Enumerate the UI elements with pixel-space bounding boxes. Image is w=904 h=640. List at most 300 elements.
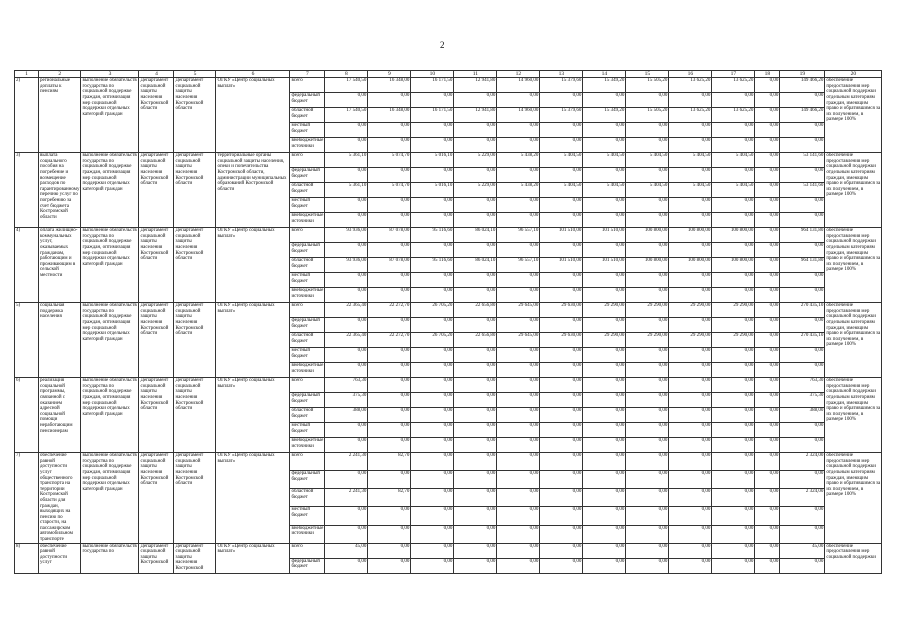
funding-value: 0,00 (755, 453, 780, 471)
funding-value: 0,00 (411, 243, 454, 258)
funding-value: 0,00 (497, 423, 540, 438)
funding-value: 5 404,50 (540, 153, 583, 168)
measure-name: выплата социального пособия на погребение и возмещение расходов по гарантированному перечню услуг по погребению за счет бюджета Костромской области (39, 153, 81, 228)
funding-value: 0,00 (780, 243, 825, 258)
funding-value: 0,00 (626, 198, 669, 213)
funding-value: 15 505,20 (626, 78, 669, 93)
funding-value: 0,00 (325, 348, 368, 363)
funding-value: 0,00 (712, 348, 755, 363)
funding-value: 0,00 (755, 333, 780, 348)
funding-value: 0,00 (368, 273, 411, 288)
funding-value: 0,00 (411, 489, 454, 507)
funding-value: 29 645,00 (497, 333, 540, 348)
funding-value: 0,00 (626, 123, 669, 138)
funding-value: 0,00 (669, 471, 712, 489)
funding-value: 0,00 (583, 123, 626, 138)
funding-value: 0,00 (626, 438, 669, 453)
funding-value: 388,00 (325, 408, 368, 423)
funding-value: 0,00 (626, 525, 669, 543)
funding-value: 388,00 (780, 408, 825, 423)
funding-value: 0,00 (755, 558, 780, 573)
funding-value: 5 074,70 (368, 153, 411, 168)
funding-source: внебюджетные источники (290, 213, 325, 228)
funding-value: 0,00 (540, 525, 583, 543)
funding-value: 0,00 (755, 525, 780, 543)
column-number-header: 3 (81, 71, 139, 78)
funding-value: 0,00 (411, 378, 454, 393)
funding-value: 0,00 (497, 123, 540, 138)
funding-value: 0,00 (626, 273, 669, 288)
column-number-header: 17 (712, 71, 755, 78)
column-number-header: 20 (825, 71, 882, 78)
funding-value: 0,00 (411, 198, 454, 213)
funding-value: 0,00 (583, 348, 626, 363)
funding-value: 82,70 (368, 453, 411, 471)
funding-value: 0,00 (712, 438, 755, 453)
funding-value: 0,00 (669, 123, 712, 138)
funding-value: 29 290,00 (712, 303, 755, 318)
responsible-executor: Департамент социальной защиты населения Костромской области (139, 378, 174, 453)
funding-source: внебюджетные источники (290, 438, 325, 453)
responsible-executor: Департамент социальной защиты населения Костромской области (139, 453, 174, 544)
co-executor: Департамент социальной защиты населения Костромской (174, 543, 216, 573)
measure-name: оплата жилищно-коммунальных услуг, оказываемых гражданам, работающим и проживающим в сельской местности (39, 228, 81, 303)
funding-source: областной бюджет (290, 183, 325, 198)
funding-value: 0,00 (626, 243, 669, 258)
funding-value: 0,00 (325, 525, 368, 543)
funding-value: 0,00 (454, 123, 497, 138)
row-number: 2) (15, 78, 39, 153)
funding-value: 5 404,50 (540, 183, 583, 198)
funding-value: 0,00 (755, 273, 780, 288)
funding-value: 0,00 (669, 408, 712, 423)
responsible-executor: Департамент социальной защиты населения Костромской области (139, 228, 174, 303)
funding-source: местный бюджет (290, 423, 325, 438)
funding-value: 82,70 (368, 489, 411, 507)
column-number-header: 1 (15, 71, 39, 78)
funding-value: 100 800,00 (626, 258, 669, 273)
funding-value: 0,00 (583, 363, 626, 378)
funding-source: всего (290, 303, 325, 318)
funding-value: 375,30 (325, 393, 368, 408)
funding-value: 0,00 (626, 453, 669, 471)
funding-source: областной бюджет (290, 258, 325, 273)
funding-value: 0,00 (626, 93, 669, 108)
funding-source: всего (290, 228, 325, 243)
funding-value: 53 141,60 (780, 153, 825, 168)
funding-value: 0,00 (497, 168, 540, 183)
funding-value: 5 361,10 (325, 153, 368, 168)
funding-value: 0,00 (497, 363, 540, 378)
funding-value: 45,00 (325, 543, 368, 558)
funding-value: 0,00 (411, 543, 454, 558)
column-number-header: 16 (669, 71, 712, 78)
funding-value: 0,00 (497, 378, 540, 393)
funding-value: 0,00 (755, 363, 780, 378)
funding-source: федеральный бюджет (290, 471, 325, 489)
funding-value: 0,00 (368, 318, 411, 333)
funding-value: 22 365,40 (325, 303, 368, 318)
funding-value: 0,00 (454, 213, 497, 228)
co-executor: Департамент социальной защиты населения Костромской области (174, 378, 216, 453)
funding-value: 0,00 (755, 183, 780, 198)
funding-value: 0,00 (454, 243, 497, 258)
funding-value: 270 435,10 (780, 303, 825, 318)
funding-value: 0,00 (411, 507, 454, 525)
funding-value: 5 016,10 (411, 153, 454, 168)
funding-value: 0,00 (626, 213, 669, 228)
funding-value: 0,00 (411, 471, 454, 489)
funding-value: 0,00 (411, 123, 454, 138)
measure-task: выполнение обязательств государства по (81, 543, 139, 573)
funding-value: 22 656,80 (454, 333, 497, 348)
funding-value: 0,00 (454, 138, 497, 153)
measure-name: обеспечение равной доступности услуг общественного транспорта на территории Костромской области для граждан, выходящих на пенсию по старости, на пассажирском автомобильном транспорте (39, 453, 81, 544)
funding-value: 0,00 (497, 393, 540, 408)
responsible-executor: Департамент социальной защиты Костромской (139, 543, 174, 573)
funding-value: 2 241,30 (325, 453, 368, 471)
funding-value: 0,00 (454, 168, 497, 183)
funding-value: 0,00 (626, 543, 669, 558)
funding-value: 0,00 (780, 423, 825, 438)
funding-value: 29 290,00 (626, 333, 669, 348)
funding-value: 0,00 (540, 489, 583, 507)
funding-value: 0,00 (454, 423, 497, 438)
funding-value: 0,00 (755, 153, 780, 168)
funding-value: 0,00 (368, 123, 411, 138)
funding-value: 0,00 (755, 228, 780, 243)
funding-value: 0,00 (325, 273, 368, 288)
funding-value: 0,00 (454, 438, 497, 453)
measure-task: выполнение обязательств государства по социальной поддержке граждан, оптимизация мер социальной поддержки отдельных категорий граждан (81, 303, 139, 378)
measure-name: региональные доплаты к пенсиям (39, 78, 81, 153)
funding-source: местный бюджет (290, 507, 325, 525)
row-number: 3) (15, 153, 39, 228)
funding-value: 149 466,20 (780, 78, 825, 93)
funding-source: внебюджетные источники (290, 525, 325, 543)
funding-value: 0,00 (755, 168, 780, 183)
funding-value: 0,00 (712, 453, 755, 471)
funding-value: 17 540,50 (325, 108, 368, 123)
funding-value: 0,00 (712, 525, 755, 543)
funding-value: 16 171,50 (411, 108, 454, 123)
funding-value: 29 645,00 (497, 303, 540, 318)
funding-value: 16 348,00 (368, 108, 411, 123)
funding-value: 15 379,60 (540, 78, 583, 93)
responsible-executor: Департамент социальной защиты населения Костромской области (139, 153, 174, 228)
funding-value: 0,00 (325, 288, 368, 303)
funding-value: 16 171,50 (411, 78, 454, 93)
funding-value: 0,00 (755, 318, 780, 333)
funding-value: 0,00 (626, 558, 669, 573)
funding-value: 93 936,00 (325, 258, 368, 273)
expected-result: обеспечение предоставления мер социальной поддержки отдельным категориям граждан, имеющим право и обратившимся за их получением, в размере 100% (825, 228, 882, 303)
funding-value: 0,00 (411, 348, 454, 363)
funding-value: 101 510,00 (540, 228, 583, 243)
funding-value: 0,00 (755, 108, 780, 123)
funding-value: 0,00 (626, 507, 669, 525)
funding-value: 0,00 (325, 363, 368, 378)
funding-value: 0,00 (780, 348, 825, 363)
funding-value: 0,00 (755, 213, 780, 228)
funding-value: 0,00 (712, 198, 755, 213)
funding-value: 29 630,00 (540, 333, 583, 348)
funding-value: 0,00 (368, 525, 411, 543)
funding-value: 0,00 (368, 363, 411, 378)
funding-value: 15 349,20 (583, 108, 626, 123)
funding-value: 0,00 (454, 507, 497, 525)
funding-value: 5 404,50 (583, 153, 626, 168)
funding-value: 0,00 (626, 423, 669, 438)
funding-value: 0,00 (780, 471, 825, 489)
funding-value: 0,00 (583, 138, 626, 153)
column-number-header: 5 (174, 71, 216, 78)
funding-value: 0,00 (583, 423, 626, 438)
funding-value: 5 404,50 (712, 153, 755, 168)
funding-value: 45,00 (780, 543, 825, 558)
funding-value: 0,00 (497, 243, 540, 258)
funding-value: 0,00 (755, 288, 780, 303)
row-number: 6) (15, 378, 39, 453)
funding-value: 101 510,00 (583, 258, 626, 273)
co-executor: Департамент социальной защиты населения Костромской области (174, 78, 216, 153)
funding-value: 0,00 (712, 378, 755, 393)
funding-source: местный бюджет (290, 348, 325, 363)
executor-org: ОГКУ «Центр социальных выплат» (216, 453, 290, 544)
funding-value: 100 800,00 (669, 228, 712, 243)
funding-source: федеральный бюджет (290, 318, 325, 333)
funding-value: 0,00 (368, 393, 411, 408)
funding-source: областной бюджет (290, 108, 325, 123)
funding-value: 0,00 (454, 273, 497, 288)
funding-value: 0,00 (325, 438, 368, 453)
funding-value: 0,00 (583, 213, 626, 228)
funding-value: 0,00 (583, 243, 626, 258)
funding-value: 22 272,70 (368, 303, 411, 318)
funding-source: всего (290, 453, 325, 471)
column-number-header: 4 (139, 71, 174, 78)
funding-value: 0,00 (583, 408, 626, 423)
funding-value: 0,00 (325, 168, 368, 183)
funding-value: 0,00 (411, 93, 454, 108)
funding-value: 0,00 (780, 507, 825, 525)
funding-value: 0,00 (583, 393, 626, 408)
funding-value: 0,00 (497, 525, 540, 543)
funding-source: областной бюджет (290, 333, 325, 348)
funding-value: 0,00 (497, 213, 540, 228)
funding-value: 0,00 (583, 525, 626, 543)
funding-value: 0,00 (497, 348, 540, 363)
funding-source: местный бюджет (290, 273, 325, 288)
funding-value: 29 290,00 (669, 333, 712, 348)
funding-value: 0,00 (755, 438, 780, 453)
column-number-header: 14 (583, 71, 626, 78)
column-number-header: 6 (216, 71, 290, 78)
funding-value: 0,00 (325, 558, 368, 573)
funding-value: 93 936,00 (325, 228, 368, 243)
funding-value: 0,00 (712, 123, 755, 138)
measure-task: выполнение обязательств государства по социальной поддержке граждан, оптимизация мер социальной поддержки отдельных категорий граждан (81, 453, 139, 544)
funding-value: 0,00 (626, 168, 669, 183)
funding-value: 0,00 (755, 123, 780, 138)
funding-value: 0,00 (669, 198, 712, 213)
funding-value: 0,00 (669, 273, 712, 288)
funding-value: 0,00 (454, 348, 497, 363)
funding-value: 13 625,20 (669, 78, 712, 93)
responsible-executor: Департамент социальной защиты населения Костромской области (139, 78, 174, 153)
executor-org: ОГКУ «Центр социальных выплат» (216, 228, 290, 303)
funding-value: 0,00 (540, 123, 583, 138)
funding-value: 0,00 (368, 471, 411, 489)
funding-source: всего (290, 78, 325, 93)
column-number-header: 12 (497, 71, 540, 78)
funding-value: 5 404,50 (626, 183, 669, 198)
funding-value: 29 290,00 (669, 303, 712, 318)
funding-value: 5 016,10 (411, 183, 454, 198)
funding-value: 0,00 (583, 93, 626, 108)
funding-value: 12 941,80 (454, 108, 497, 123)
funding-value: 0,00 (755, 543, 780, 558)
funding-value: 0,00 (368, 348, 411, 363)
funding-value: 13 625,20 (669, 108, 712, 123)
funding-value: 0,00 (411, 525, 454, 543)
funding-source: федеральный бюджет (290, 558, 325, 573)
funding-value: 0,00 (755, 198, 780, 213)
funding-value: 5 404,50 (669, 153, 712, 168)
funding-value: 0,00 (411, 453, 454, 471)
funding-value: 0,00 (780, 273, 825, 288)
row-number: 8) (15, 543, 39, 573)
funding-value: 29 290,00 (712, 333, 755, 348)
funding-value: 0,00 (669, 543, 712, 558)
funding-value: 0,00 (368, 288, 411, 303)
funding-value: 15 379,60 (540, 108, 583, 123)
funding-value: 0,00 (540, 213, 583, 228)
column-number-header: 19 (780, 71, 825, 78)
funding-value: 5 229,00 (454, 183, 497, 198)
measure-task: выполнение обязательств государства по социальной поддержке граждан, оптимизация мер социальной поддержки отдельных категорий граждан (81, 153, 139, 228)
co-executor: Департамент социальной защиты населения Костромской области (174, 303, 216, 378)
funding-value: 0,00 (540, 453, 583, 471)
funding-value: 95 116,60 (411, 258, 454, 273)
funding-value: 0,00 (411, 138, 454, 153)
funding-value: 0,00 (454, 363, 497, 378)
funding-value: 0,00 (755, 408, 780, 423)
funding-value: 0,00 (626, 489, 669, 507)
funding-value: 100 800,00 (712, 258, 755, 273)
funding-value: 0,00 (540, 558, 583, 573)
funding-value: 0,00 (755, 507, 780, 525)
expected-result: обеспечение предоставления мер социальной поддержки отдельным категориям граждан, имеющим право и обратившимся за их получением, в размере 100% (825, 303, 882, 378)
funding-value: 0,00 (497, 543, 540, 558)
measure-task: выполнение обязательств государства по социальной поддержке граждан, оптимизация мер социальной поддержки отдельных категорий граждан (81, 378, 139, 453)
funding-value: 964 131,80 (780, 258, 825, 273)
funding-value: 0,00 (780, 288, 825, 303)
funding-value: 0,00 (669, 363, 712, 378)
column-number-header: 18 (755, 71, 780, 78)
funding-value: 0,00 (669, 489, 712, 507)
co-executor: Департамент социальной защиты населения Костромской области (174, 453, 216, 544)
expected-result: обеспечение предоставления мер социальной поддержки отдельным категориям граждан, имеющим право и обратившимся за их получением, в размере 100% (825, 453, 882, 544)
funding-value: 2 324,00 (780, 489, 825, 507)
funding-source: внебюджетные источники (290, 288, 325, 303)
funding-value: 0,00 (755, 243, 780, 258)
funding-value: 0,00 (712, 408, 755, 423)
funding-value: 0,00 (325, 243, 368, 258)
funding-value: 0,00 (712, 558, 755, 573)
funding-value: 0,00 (368, 93, 411, 108)
funding-value: 0,00 (325, 507, 368, 525)
funding-value: 0,00 (583, 558, 626, 573)
funding-value: 0,00 (454, 408, 497, 423)
funding-value: 0,00 (712, 288, 755, 303)
funding-value: 0,00 (368, 408, 411, 423)
funding-source: областной бюджет (290, 408, 325, 423)
expected-result: обеспечение предоставления мер социальной поддержки отдельным категориям граждан, имеющим право и обратившимся за их получением, в размере 100% (825, 378, 882, 453)
funding-value: 87 078,00 (368, 258, 411, 273)
funding-value: 0,00 (540, 348, 583, 363)
funding-value: 2 241,30 (325, 489, 368, 507)
funding-value: 0,00 (712, 489, 755, 507)
funding-value: 0,00 (454, 489, 497, 507)
funding-value: 22 272,70 (368, 333, 411, 348)
funding-value: 0,00 (712, 507, 755, 525)
funding-value: 5 438,20 (497, 153, 540, 168)
funding-value: 0,00 (540, 378, 583, 393)
funding-value: 0,00 (712, 243, 755, 258)
funding-value: 0,00 (712, 393, 755, 408)
column-number-row (15, 71, 882, 78)
funding-value: 0,00 (497, 288, 540, 303)
funding-value: 0,00 (411, 318, 454, 333)
funding-value: 0,00 (669, 453, 712, 471)
funding-value: 0,00 (497, 408, 540, 423)
funding-source: федеральный бюджет (290, 393, 325, 408)
funding-value: 0,00 (755, 348, 780, 363)
funding-value: 0,00 (497, 489, 540, 507)
funding-value: 0,00 (669, 525, 712, 543)
funding-value: 0,00 (780, 123, 825, 138)
funding-value: 5 438,20 (497, 183, 540, 198)
funding-value: 0,00 (540, 507, 583, 525)
funding-value: 5 404,50 (669, 183, 712, 198)
funding-value: 26 705,20 (411, 333, 454, 348)
funding-value: 0,00 (540, 408, 583, 423)
funding-value: 0,00 (325, 423, 368, 438)
funding-value: 0,00 (583, 489, 626, 507)
funding-value: 0,00 (411, 288, 454, 303)
funding-value: 0,00 (669, 438, 712, 453)
column-number-header: 7 (290, 71, 325, 78)
funding-value: 0,00 (669, 138, 712, 153)
funding-value: 0,00 (540, 543, 583, 558)
funding-value: 0,00 (626, 393, 669, 408)
funding-value: 375,30 (780, 393, 825, 408)
funding-value: 0,00 (325, 198, 368, 213)
funding-value: 0,00 (368, 543, 411, 558)
funding-value: 0,00 (540, 288, 583, 303)
funding-value: 0,00 (454, 393, 497, 408)
funding-value: 5 361,10 (325, 183, 368, 198)
funding-value: 0,00 (669, 213, 712, 228)
column-number-header: 13 (540, 71, 583, 78)
funding-value: 0,00 (583, 168, 626, 183)
funding-value: 0,00 (712, 423, 755, 438)
funding-value: 0,00 (755, 393, 780, 408)
funding-value: 0,00 (454, 318, 497, 333)
funding-value: 22 365,40 (325, 333, 368, 348)
funding-value: 0,00 (368, 507, 411, 525)
